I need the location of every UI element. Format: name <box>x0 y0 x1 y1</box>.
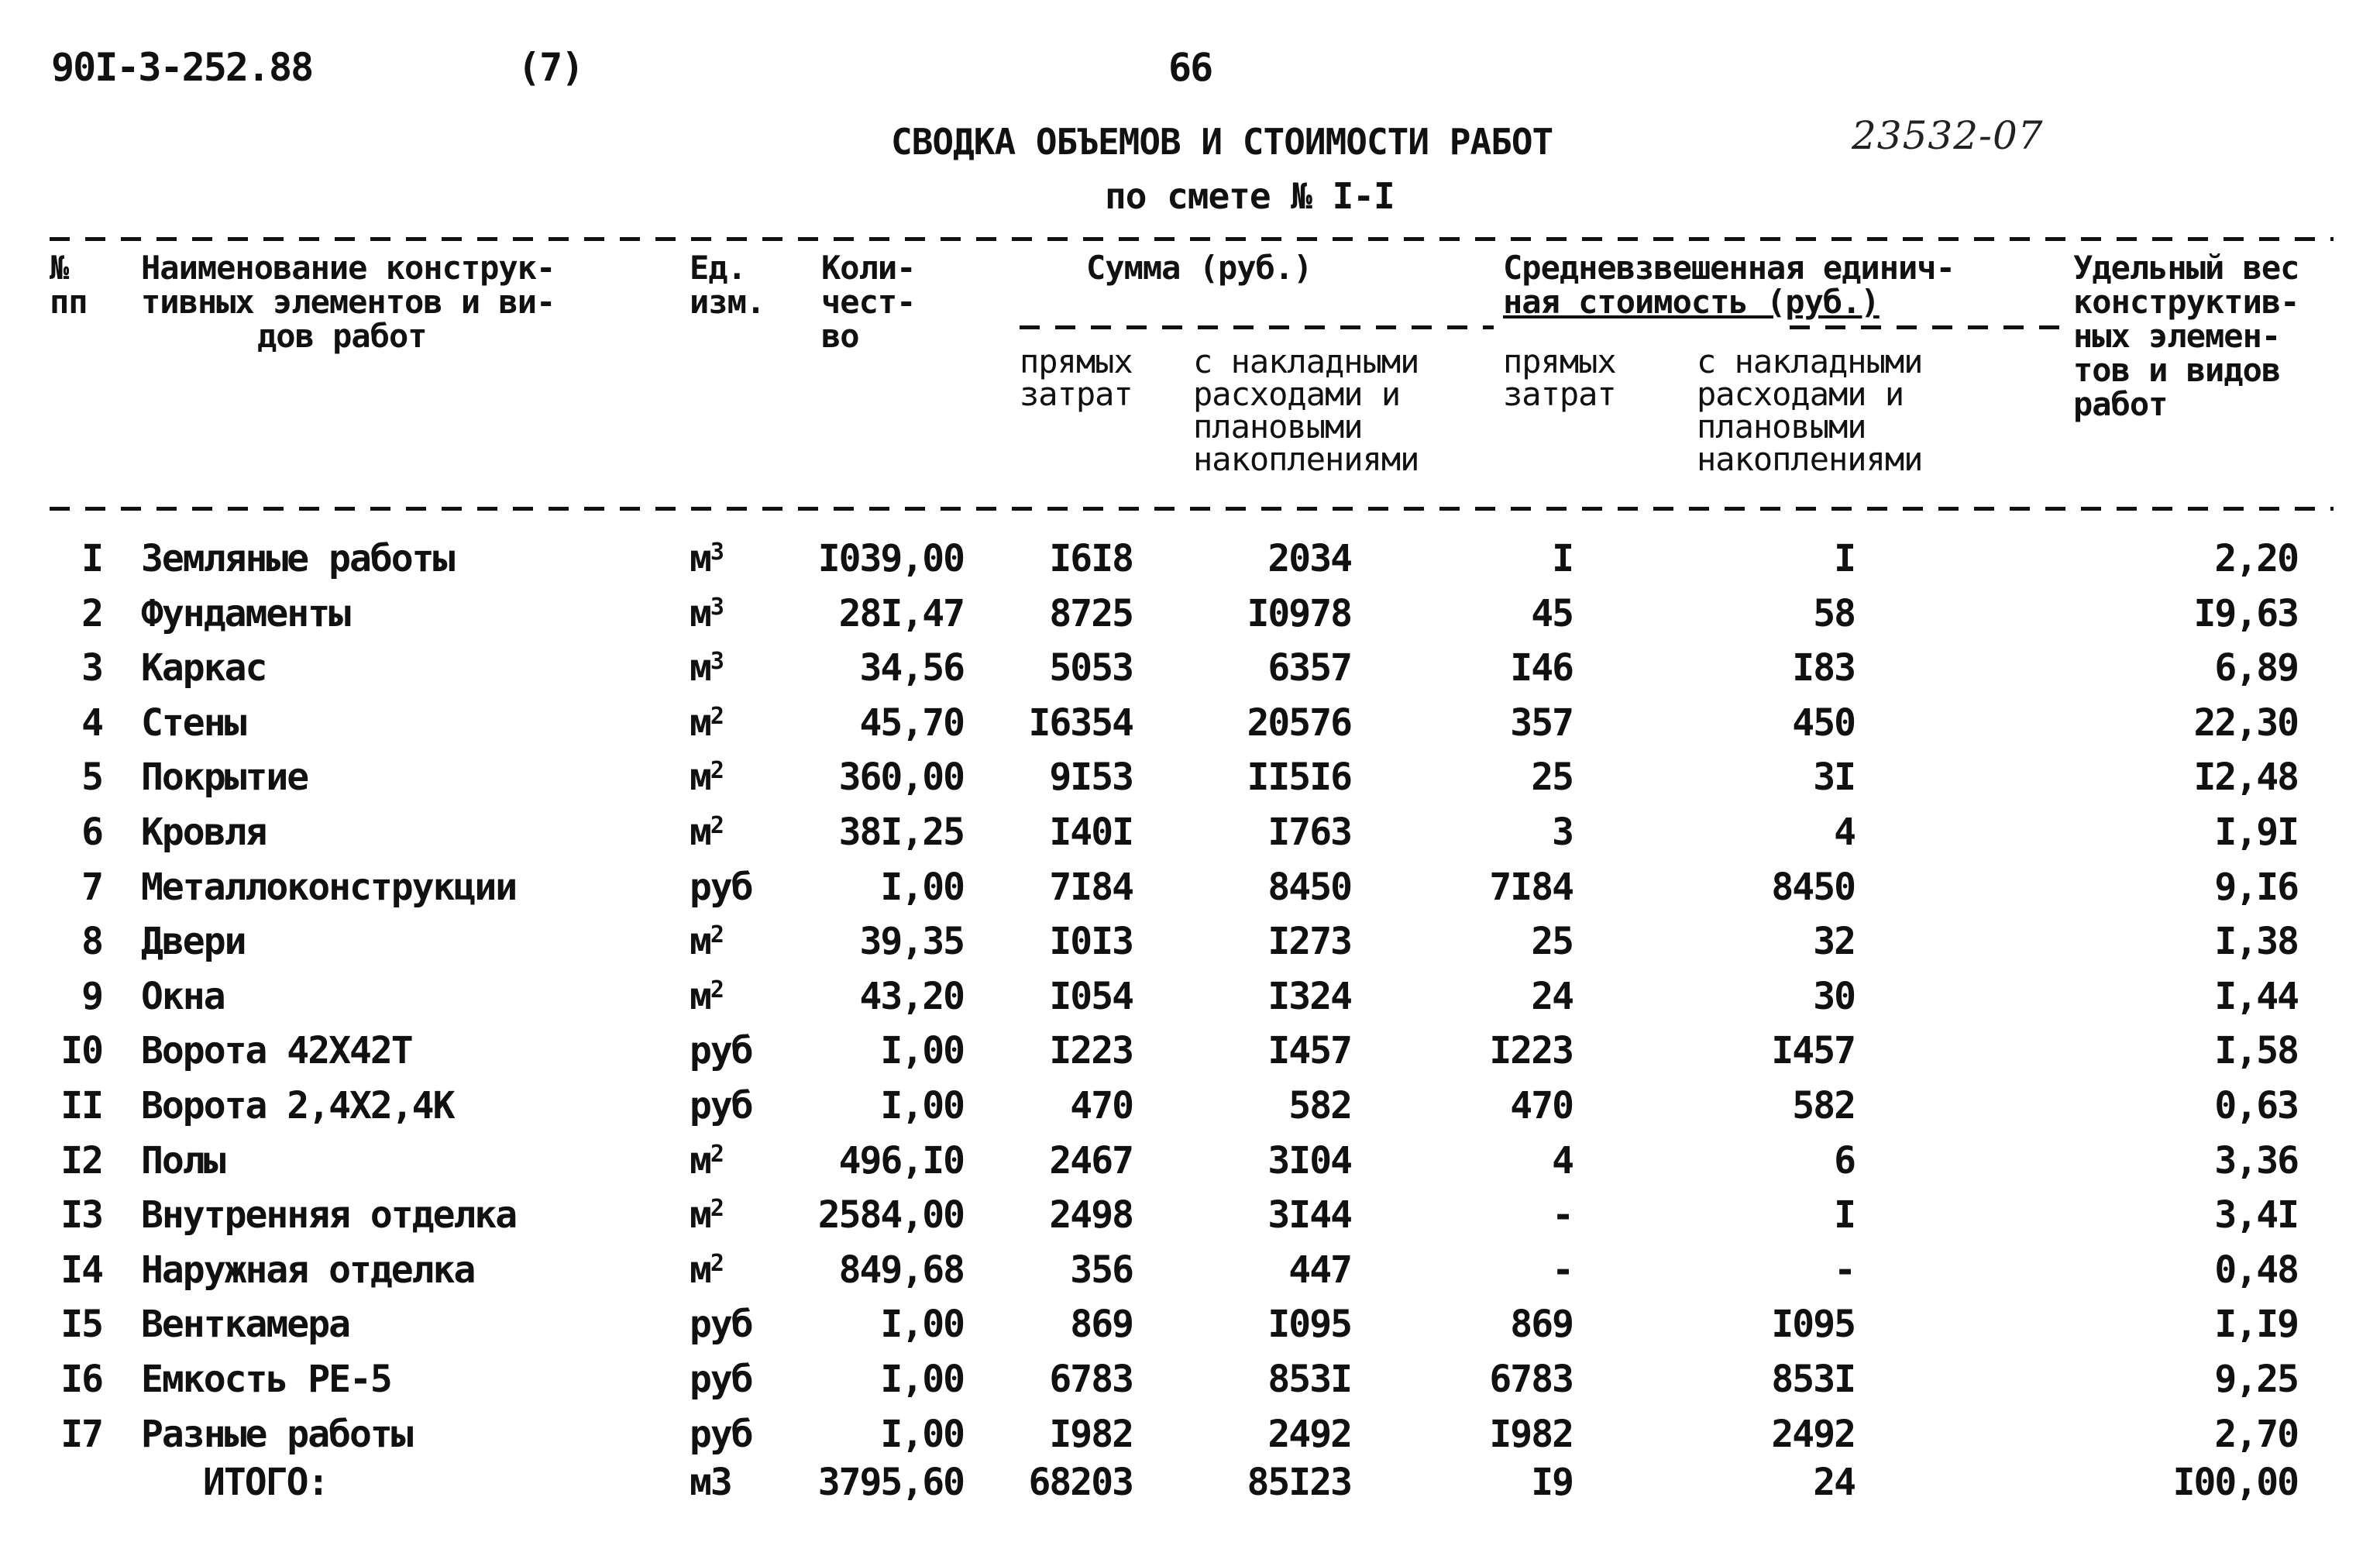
total-unit: м3 <box>690 1461 731 1504</box>
avg-group-rule <box>1790 325 2069 329</box>
row-avg-direct: 25 <box>1531 756 1573 800</box>
row-number: 9 <box>81 974 102 1018</box>
row-avg-overhead: 3I <box>1813 756 1855 800</box>
unit-exponent: 3 <box>710 539 723 566</box>
row-avg-direct: 7I84 <box>1489 865 1573 909</box>
row-sum-direct: 2467 <box>1049 1138 1133 1182</box>
row-number: I5 <box>60 1303 102 1347</box>
row-avg-overhead: I095 <box>1771 1303 1855 1347</box>
row-name: Полы <box>141 1138 225 1182</box>
row-qty: I,00 <box>880 1029 964 1073</box>
row-qty: I,00 <box>880 1358 964 1401</box>
row-avg-overhead: 30 <box>1813 974 1855 1018</box>
row-avg-direct: 869 <box>1510 1303 1573 1347</box>
unit-exponent: 3 <box>710 648 723 676</box>
row-unit: руб <box>690 1412 752 1456</box>
row-weight: 2,70 <box>2214 1412 2298 1456</box>
document-title: СВОДКА ОБЪЕМОВ И СТОИМОСТИ РАБОТ <box>891 121 1553 163</box>
row-number: 5 <box>81 756 102 800</box>
row-number: 4 <box>81 701 102 745</box>
row-number: I2 <box>60 1138 102 1182</box>
row-weight: 22,30 <box>2193 701 2298 745</box>
document-code: 90I-3-252.88 <box>51 45 313 90</box>
row-weight: 6,89 <box>2214 646 2298 690</box>
row-unit: руб <box>690 865 752 909</box>
row-number: 7 <box>81 865 102 909</box>
table-row <box>0 860 2380 914</box>
row-avg-direct: - <box>1552 1248 1573 1292</box>
row-unit: $м^2$ <box>690 811 723 854</box>
row-name: Разные работы <box>141 1412 412 1456</box>
table-row <box>0 1024 2380 1078</box>
row-sum-direct: I982 <box>1049 1412 1133 1456</box>
row-qty: 45,70 <box>859 701 964 745</box>
row-name: Окна <box>141 974 225 1018</box>
row-name: Внутренняя отделка <box>141 1193 517 1238</box>
row-avg-overhead: 6 <box>1834 1138 1855 1182</box>
header-weight: Удельный вес конструктив- ных элемен- тов и видов работ <box>2073 249 2299 423</box>
row-qty: 34,56 <box>859 646 964 690</box>
row-name: Двери <box>141 920 246 964</box>
row-unit: $м^3$ <box>690 646 723 690</box>
row-sum-overhead: 447 <box>1288 1248 1351 1292</box>
header-avg-direct: прямых затрат <box>1503 343 1616 413</box>
row-number: I3 <box>60 1193 102 1238</box>
sum-group-rule <box>1020 325 1494 329</box>
table-row <box>0 969 2380 1024</box>
row-name: Ворота 2,4Х2,4К <box>141 1084 454 1127</box>
row-weight: I,I9 <box>2214 1303 2298 1347</box>
row-unit: руб <box>690 1358 752 1401</box>
row-avg-direct: 25 <box>1531 920 1573 964</box>
table-row <box>0 1297 2380 1351</box>
total-sum-overhead: 85I23 <box>1247 1461 1351 1504</box>
row-unit: руб <box>690 1029 752 1073</box>
row-number: 6 <box>81 811 102 854</box>
row-qty: I,00 <box>880 1303 964 1347</box>
row-sum-direct: 470 <box>1070 1084 1133 1127</box>
row-sum-direct: I0I3 <box>1049 920 1133 964</box>
row-sum-direct: 5053 <box>1049 646 1133 690</box>
unit-exponent: 2 <box>710 921 723 949</box>
table-row <box>0 1243 2380 1297</box>
row-avg-overhead: I <box>1834 537 1855 580</box>
row-sum-direct: 6783 <box>1049 1358 1133 1401</box>
row-avg-overhead: I <box>1834 1193 1855 1238</box>
row-avg-direct: 3 <box>1552 811 1573 854</box>
row-sum-direct: I40I <box>1049 811 1133 854</box>
row-qty: 39,35 <box>859 920 964 964</box>
row-sum-overhead: II5I6 <box>1247 756 1351 800</box>
row-sum-overhead: 582 <box>1288 1084 1351 1127</box>
row-sum-overhead: I324 <box>1267 974 1351 1018</box>
header-sum-group: Сумма (руб.) <box>1086 249 1312 287</box>
header-sum-overhead: с накладными расходами и плановыми накоплениями <box>1193 343 1419 478</box>
unit-exponent: 2 <box>710 812 723 839</box>
row-qty: I,00 <box>880 865 964 909</box>
row-qty: 496,I0 <box>838 1138 964 1182</box>
row-sum-overhead: I457 <box>1267 1029 1351 1073</box>
row-number: 8 <box>81 920 102 964</box>
inventory-number: 23532-07 <box>1852 113 2044 158</box>
row-number: I <box>81 537 102 580</box>
table-row <box>0 914 2380 969</box>
row-qty: I,00 <box>880 1084 964 1127</box>
row-name: Покрытие <box>141 756 308 800</box>
row-name: Емкость РЕ-5 <box>141 1358 391 1401</box>
row-sum-overhead: 3I44 <box>1267 1193 1351 1238</box>
table-row <box>0 587 2380 641</box>
table-row <box>0 1188 2380 1242</box>
unit-exponent: 2 <box>710 702 723 730</box>
row-unit: $м^2$ <box>690 756 723 800</box>
total-sum-direct: 68203 <box>1028 1461 1133 1504</box>
row-sum-overhead: I095 <box>1267 1303 1351 1347</box>
row-sum-direct: 9I53 <box>1049 756 1133 800</box>
row-avg-direct: I <box>1552 537 1573 580</box>
row-unit: $м^2$ <box>690 974 723 1018</box>
row-weight: I,58 <box>2214 1029 2298 1073</box>
row-number: 2 <box>81 591 102 635</box>
row-name: Ворота 42Х42Т <box>141 1029 412 1073</box>
row-name: Стены <box>141 701 246 745</box>
table-row <box>0 1352 2380 1406</box>
row-qty: 2584,00 <box>817 1193 964 1238</box>
row-avg-overhead: 853I <box>1771 1358 1855 1401</box>
row-unit: $м^3$ <box>690 537 723 580</box>
page-number: 66 <box>1168 45 1212 90</box>
row-weight: 0,48 <box>2214 1248 2298 1292</box>
row-avg-direct: I982 <box>1489 1412 1573 1456</box>
row-qty: 360,00 <box>838 756 964 800</box>
row-avg-direct: - <box>1552 1193 1573 1238</box>
row-name: Каркас <box>141 646 267 690</box>
header-sum-direct: прямых затрат <box>1020 343 1133 413</box>
row-sum-direct: 356 <box>1070 1248 1133 1292</box>
table-row <box>0 805 2380 859</box>
row-unit: руб <box>690 1303 752 1347</box>
row-qty: 849,68 <box>838 1248 964 1292</box>
row-sum-direct: 2498 <box>1049 1193 1133 1238</box>
total-avg-overhead: 24 <box>1813 1461 1855 1504</box>
row-avg-overhead: 58 <box>1813 591 1855 635</box>
unit-exponent: 2 <box>710 757 723 785</box>
header-unit: Ед. изм. <box>690 249 765 321</box>
row-avg-overhead: 8450 <box>1771 865 1855 909</box>
row-sum-overhead: 6357 <box>1267 646 1351 690</box>
row-avg-direct: I46 <box>1510 646 1573 690</box>
row-avg-overhead: 32 <box>1813 920 1855 964</box>
row-qty: I039,00 <box>817 537 964 580</box>
row-avg-direct: 24 <box>1531 974 1573 1018</box>
table-row <box>0 696 2380 750</box>
row-qty: 43,20 <box>859 974 964 1018</box>
row-weight: 2,20 <box>2214 537 2298 580</box>
row-number: 3 <box>81 646 102 690</box>
row-name: Наружная отделка <box>141 1248 475 1292</box>
row-avg-direct: 4 <box>1552 1138 1573 1182</box>
unit-exponent: 2 <box>710 976 723 1003</box>
unit-exponent: 2 <box>710 1140 723 1168</box>
row-sum-direct: I054 <box>1049 974 1133 1018</box>
row-sum-direct: 7I84 <box>1049 865 1133 909</box>
row-sum-overhead: I763 <box>1267 811 1351 854</box>
row-avg-overhead: - <box>1834 1248 1855 1292</box>
row-qty: I,00 <box>880 1412 964 1456</box>
table-row <box>0 1407 2380 1461</box>
table-row <box>0 641 2380 695</box>
row-qty: 28I,47 <box>838 591 964 635</box>
row-unit: $м^2$ <box>690 1193 723 1238</box>
row-sum-overhead: I273 <box>1267 920 1351 964</box>
row-weight: 9,I6 <box>2214 865 2298 909</box>
row-number: I7 <box>60 1412 102 1456</box>
row-avg-direct: I223 <box>1489 1029 1573 1073</box>
table-row <box>0 1079 2380 1133</box>
row-weight: 3,4I <box>2214 1193 2298 1238</box>
table-row <box>0 1134 2380 1188</box>
row-sum-overhead: 8450 <box>1267 865 1351 909</box>
row-number: II <box>60 1084 102 1127</box>
header-avg-group: Средневзвешенная единич- ная стоимость (руб.) <box>1503 249 1955 321</box>
row-sum-overhead: 2492 <box>1267 1412 1351 1456</box>
row-unit: $м^2$ <box>690 1138 723 1182</box>
row-sum-overhead: 2034 <box>1267 537 1351 580</box>
row-sum-overhead: 20576 <box>1247 701 1351 745</box>
row-weight: I,44 <box>2214 974 2298 1018</box>
row-avg-overhead: 4 <box>1834 811 1855 854</box>
total-qty: 3795,60 <box>817 1461 964 1504</box>
row-avg-overhead: I83 <box>1792 646 1855 690</box>
document-subtitle: по смете № I-I <box>1105 175 1395 217</box>
row-sum-overhead: 3I04 <box>1267 1138 1351 1182</box>
table-row <box>0 532 2380 586</box>
row-name: Металлоконструкции <box>141 865 517 909</box>
row-avg-direct: 357 <box>1510 701 1573 745</box>
row-weight: I,38 <box>2214 920 2298 964</box>
row-sum-direct: 869 <box>1070 1303 1133 1347</box>
row-sum-direct: I223 <box>1049 1029 1133 1073</box>
row-avg-direct: 470 <box>1510 1084 1573 1127</box>
row-sum-overhead: I0978 <box>1247 591 1351 635</box>
row-weight: 3,36 <box>2214 1138 2298 1182</box>
row-avg-overhead: 2492 <box>1771 1412 1855 1456</box>
table-top-rule <box>50 237 2334 241</box>
table-row <box>0 750 2380 804</box>
row-unit: руб <box>690 1084 752 1127</box>
row-avg-direct: 45 <box>1531 591 1573 635</box>
row-weight: I2,48 <box>2193 756 2298 800</box>
header-name: Наименование конструк- тивных элементов и ви- дов работ <box>141 249 555 355</box>
row-name: Венткамера <box>141 1303 349 1347</box>
total-label: ИТОГО: <box>203 1461 328 1504</box>
row-number: I6 <box>60 1358 102 1401</box>
row-sum-direct: I6I8 <box>1049 537 1133 580</box>
row-number: I4 <box>60 1248 102 1292</box>
row-name: Кровля <box>141 811 267 854</box>
row-avg-direct: 6783 <box>1489 1358 1573 1401</box>
row-sum-direct: I6354 <box>1028 701 1133 745</box>
row-avg-overhead: I457 <box>1771 1029 1855 1073</box>
row-qty: 38I,25 <box>838 811 964 854</box>
row-name: Фундаменты <box>141 591 349 635</box>
total-weight: I00,00 <box>2172 1461 2298 1504</box>
row-weight: I9,63 <box>2193 591 2298 635</box>
row-avg-overhead: 450 <box>1792 701 1855 745</box>
total-avg-direct: I9 <box>1531 1461 1573 1504</box>
row-sum-direct: 8725 <box>1049 591 1133 635</box>
row-weight: 0,63 <box>2214 1084 2298 1127</box>
row-avg-overhead: 582 <box>1792 1084 1855 1127</box>
table-header-rule <box>50 507 2334 511</box>
row-weight: 9,25 <box>2214 1358 2298 1401</box>
row-unit: $м^3$ <box>690 591 723 635</box>
total-row <box>0 1455 2380 1510</box>
row-name: Земляные работы <box>141 537 454 580</box>
unit-exponent: 3 <box>710 593 723 621</box>
header-qty: Коли- чест- во <box>821 249 916 355</box>
row-unit: $м^2$ <box>690 701 723 745</box>
row-number: I0 <box>60 1029 102 1073</box>
row-unit: $м^2$ <box>690 1248 723 1292</box>
sheet-number: (7) <box>518 45 583 90</box>
row-sum-overhead: 853I <box>1267 1358 1351 1401</box>
row-weight: I,9I <box>2214 811 2298 854</box>
unit-exponent: 2 <box>710 1249 723 1277</box>
unit-exponent: 2 <box>710 1195 723 1223</box>
row-unit: $м^2$ <box>690 920 723 964</box>
header-avg-overhead: с накладными расходами и плановыми накоплениями <box>1697 343 1923 478</box>
header-num: № пп <box>50 249 88 321</box>
